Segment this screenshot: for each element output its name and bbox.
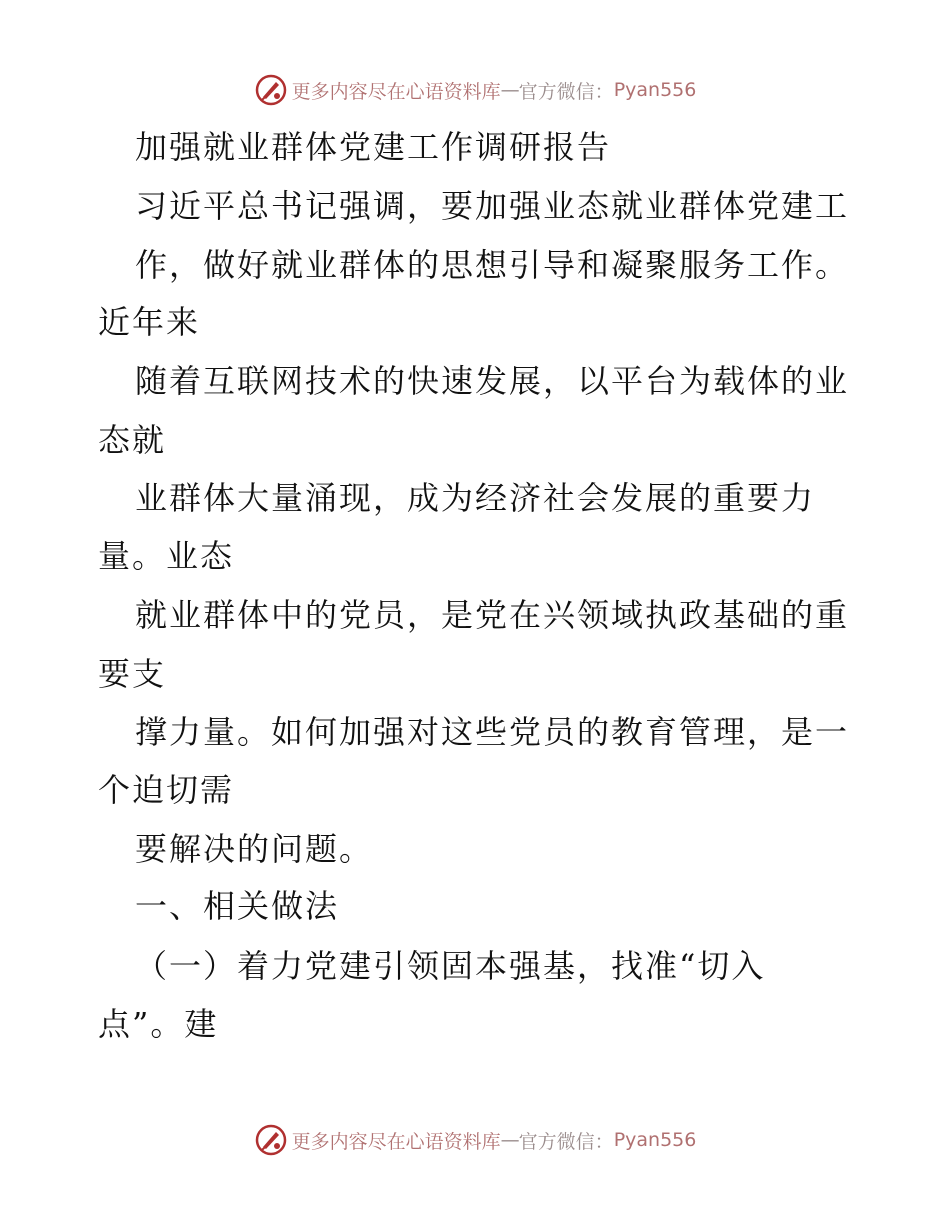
watermark-main-text: 更多内容尽在心语资料库 xyxy=(291,80,501,103)
quill-logo-icon xyxy=(254,1123,288,1157)
watermark-dash: — xyxy=(500,1129,519,1151)
text-line: 撑力量。如何加强对这些党员的教育管理，是一 xyxy=(135,713,850,751)
text-line: 作，做好就业群体的思想引导和凝聚服务工作。 xyxy=(135,246,850,284)
watermark-wechat-id: Pyan556 xyxy=(613,1129,697,1151)
subsection-heading: （一）着力党建引领固本强基，找准“切入 xyxy=(135,947,766,985)
footer-watermark-banner xyxy=(0,1120,950,1160)
text-line: 点”。建 xyxy=(98,1005,219,1043)
quill-logo-icon xyxy=(254,73,288,107)
text-line: 要解决的问题。 xyxy=(135,830,374,868)
section-heading: 一、相关做法 xyxy=(135,887,340,925)
text-line: 态就 xyxy=(98,421,167,459)
watermark-main-text: 更多内容尽在心语资料库 xyxy=(291,1130,501,1153)
text-line: 习近平总书记强调，要加强业态就业群体党建工 xyxy=(135,187,850,225)
text-line: 近年来 xyxy=(98,303,201,341)
watermark-wechat-label: 官方微信： xyxy=(518,1130,614,1153)
text-line: 量。业态 xyxy=(98,537,235,575)
header-watermark-banner xyxy=(0,70,950,110)
watermark-dash: — xyxy=(500,79,519,101)
text-line: 就业群体中的党员，是党在兴领域执政基础的重 xyxy=(135,596,850,634)
text-line: 要支 xyxy=(98,655,167,693)
text-line: 随着互联网技术的快速发展，以平台为载体的业 xyxy=(135,362,850,400)
text-line: 个迫切需 xyxy=(98,771,235,809)
watermark-wechat-label: 官方微信： xyxy=(518,80,614,103)
text-line: 业群体大量涌现，成为经济社会发展的重要力 xyxy=(135,479,816,517)
document-title: 加强就业群体党建工作调研报告 xyxy=(135,128,612,166)
watermark-wechat-id: Pyan556 xyxy=(613,79,697,101)
